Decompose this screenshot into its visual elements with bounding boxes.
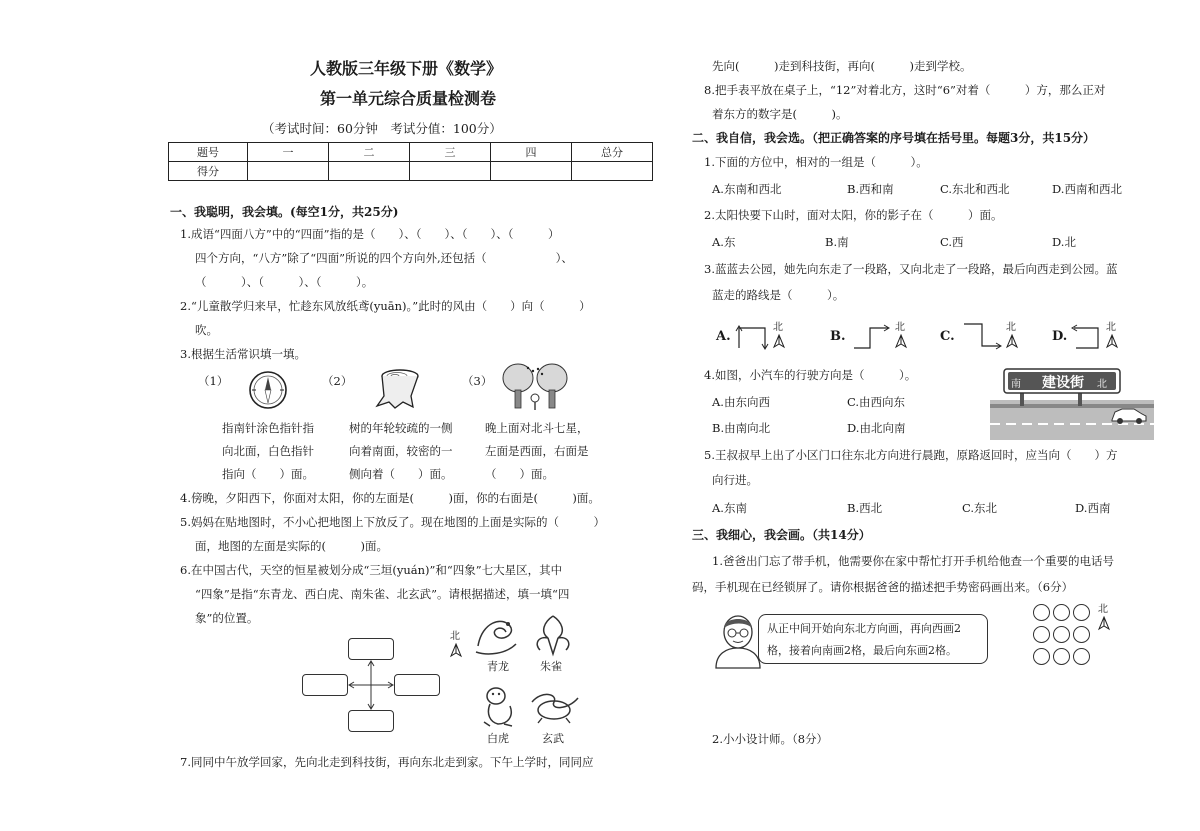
- picture-caption: 左面是西面，右面是: [485, 444, 589, 458]
- option[interactable]: A.由东向西: [712, 395, 770, 409]
- sign-direction-north: 北: [1097, 379, 1107, 390]
- north-label: 北: [773, 322, 783, 333]
- answer-box-east[interactable]: [394, 674, 440, 696]
- section-1-heading: 一、我聪明，我会填。(每空1分，共25分): [170, 205, 399, 219]
- picture-label: （1）: [198, 374, 229, 388]
- picture-label: （2）: [322, 374, 353, 388]
- sign-street-name: 建设街: [1042, 375, 1084, 391]
- answer-box-west[interactable]: [302, 674, 348, 696]
- table-cell: 得分: [169, 162, 248, 181]
- route-option-label[interactable]: A.: [716, 329, 731, 344]
- option[interactable]: B.西北: [847, 501, 883, 515]
- north-arrow-icon: [774, 335, 784, 347]
- picture-caption: 向北面，白色指针: [222, 444, 314, 458]
- route-b-icon[interactable]: [852, 324, 892, 350]
- picture-label: （3）: [462, 374, 493, 388]
- option[interactable]: B.西和南: [847, 182, 894, 196]
- picture-caption: 指向（ ）面。: [222, 467, 314, 481]
- route-option-label[interactable]: C.: [940, 329, 955, 344]
- s2-q3: 3.蓝蓝去公园，她先向东走了一段路，又向北走了一段路，最后向西走到公园。蓝: [704, 262, 1118, 276]
- q7-continued: 先向( )走到科技街，再向( )走到学校。: [712, 59, 972, 73]
- option[interactable]: D.由北向南: [847, 421, 906, 435]
- night-sky-trees-icon: [502, 360, 568, 412]
- north-label: 北: [450, 631, 460, 642]
- direction-cross-arrows: [348, 660, 394, 710]
- pattern-dot[interactable]: [1053, 648, 1070, 665]
- answer-box-south[interactable]: [348, 710, 394, 732]
- route-a-icon[interactable]: [737, 324, 771, 350]
- q2-line: 2.“儿童散学归来早，忙趁东风放纸鸢(yuān)。”此时的风由（ ）向（ ）: [180, 299, 591, 313]
- white-tiger-icon: [476, 682, 522, 728]
- option[interactable]: B.南: [825, 235, 849, 249]
- table-cell: 一: [248, 143, 329, 162]
- north-arrow-icon: [451, 644, 461, 656]
- animal-label: 青龙: [487, 660, 509, 673]
- page-subtitle: 第一单元综合质量检测卷: [320, 89, 497, 108]
- black-tortoise-icon: [528, 688, 582, 724]
- score-table: [168, 142, 653, 181]
- pattern-dot[interactable]: [1033, 648, 1050, 665]
- option[interactable]: D.北: [1052, 235, 1076, 249]
- pattern-dot[interactable]: [1073, 648, 1090, 665]
- q8-line: 8.把手表平放在桌子上，“12”对着北方，这时“6”对着（ ）方，那么正对: [704, 83, 1106, 97]
- dad-avatar: [712, 610, 764, 668]
- q2-line: 吹。: [195, 323, 218, 337]
- s2-q5: 向行进。: [712, 473, 758, 487]
- table-row: [169, 162, 653, 181]
- picture-caption: 指南针涂色指针指: [222, 421, 314, 435]
- q1-line: 四个方向，“八方”除了“四面”所说的四个方向外,还包括（ ）、: [195, 251, 573, 265]
- north-label: 北: [1106, 322, 1116, 333]
- sign-direction-south: 南: [1011, 379, 1021, 390]
- route-c-icon[interactable]: [962, 322, 1004, 350]
- s3-q1: 码，手机现在已经锁屏了。请你根据爸爸的描述把手势密码画出来。（6分）: [692, 580, 1074, 594]
- pattern-dot[interactable]: [1053, 604, 1070, 621]
- azure-dragon-icon: [472, 612, 522, 658]
- animal-label: 玄武: [542, 732, 564, 745]
- compass-icon: [248, 368, 288, 412]
- picture-caption: 向着南面，较密的一: [349, 444, 453, 458]
- q3-line: 3.根据生活常识填一填。: [180, 347, 306, 361]
- section-3-heading: 三、我细心，我会画。（共14分）: [692, 528, 871, 542]
- north-arrow-icon: [1107, 335, 1117, 347]
- speech-bubble: [758, 614, 988, 664]
- table-cell: 题号: [169, 143, 248, 162]
- score-input[interactable]: [329, 162, 410, 181]
- score-input[interactable]: [248, 162, 329, 181]
- animal-label: 白虎: [487, 732, 509, 745]
- north-arrow-icon: [1099, 617, 1109, 629]
- s3-q2: 2.小小设计师。（8分）: [712, 732, 829, 746]
- option[interactable]: D.西南和西北: [1052, 182, 1122, 196]
- route-option-label[interactable]: D.: [1052, 329, 1068, 344]
- north-label: 北: [895, 322, 905, 333]
- north-arrow-icon: [1007, 335, 1017, 347]
- answer-box-north[interactable]: [348, 638, 394, 660]
- section-2-heading: 二、我自信，我会选。（把正确答案的序号填在括号里。每题3分，共15分）: [692, 131, 1096, 145]
- pattern-dot[interactable]: [1073, 604, 1090, 621]
- north-label: 北: [1006, 322, 1016, 333]
- option[interactable]: A.东: [712, 235, 736, 249]
- q6-line: “四象”是指“东青龙、西白虎、南朱雀、北玄武”。请根据描述，填一填“四: [195, 587, 570, 601]
- s2-q2: 2.太阳快要下山时，面对太阳，你的影子在（ ）面。: [704, 208, 1003, 222]
- option[interactable]: C.东北和西北: [940, 182, 1010, 196]
- vermilion-bird-icon: [530, 610, 576, 658]
- pattern-dot[interactable]: [1033, 626, 1050, 643]
- bubble-line: 格，接着向南画2格，最后向东画2格。: [767, 644, 957, 657]
- bubble-line: 从正中间开始向东北方向画，再向西画2: [767, 622, 961, 635]
- pattern-dot[interactable]: [1033, 604, 1050, 621]
- q7-line: 7.同同中午放学回家，先向北走到科技街，再向东北走到家。下午上学时，同同应: [180, 755, 594, 769]
- option[interactable]: C.东北: [962, 501, 998, 515]
- route-option-label[interactable]: B.: [830, 329, 846, 344]
- q4-line: 4.傍晚，夕阳西下，你面对太阳，你的左面是( )面，你的右面是( )面。: [180, 491, 600, 505]
- s2-q3: 蓝走的路线是（ ）。: [712, 288, 845, 302]
- option[interactable]: C.由西向东: [847, 395, 906, 409]
- table-cell: 二: [329, 143, 410, 162]
- picture-caption: 侧向着（ ）面。: [349, 467, 453, 481]
- option[interactable]: A.东南和西北: [712, 182, 782, 196]
- pattern-dot[interactable]: [1073, 626, 1090, 643]
- option[interactable]: A.东南: [712, 501, 747, 515]
- s2-q4: 4.如图，小汽车的行驶方向是（ ）。: [704, 368, 917, 382]
- table-cell: 三: [410, 143, 491, 162]
- picture-caption: 晚上面对北斗七星，: [485, 421, 589, 435]
- q1-line: （ ）、（ ）、（ ）。: [195, 275, 374, 289]
- score-input[interactable]: [572, 162, 653, 181]
- q5-line: 面，地图的左面是实际的( )面。: [195, 539, 388, 553]
- animal-label: 朱雀: [540, 660, 562, 673]
- table-row: [169, 143, 653, 162]
- s2-q1: 1.下面的方位中，相对的一组是（ ）。: [704, 155, 928, 169]
- score-input[interactable]: [410, 162, 491, 181]
- option[interactable]: C.西: [940, 235, 964, 249]
- q5-line: 5.妈妈在贴地图时，不小心把地图上下放反了。现在地图的上面是实际的（ ）: [180, 515, 605, 529]
- score-input[interactable]: [491, 162, 572, 181]
- q6-line: 6.在中国古代，天空的恒星被划分成“三垣(yuán)”和“四象”七大星区，其中: [180, 563, 563, 577]
- s3-q1: 1.爸爸出门忘了带手机，他需要你在家中帮忙打开手机给他查一个重要的电话号: [712, 554, 1114, 568]
- table-cell: 四: [491, 143, 572, 162]
- exam-info: （考试时间：60分钟 考试分值：100分）: [262, 121, 502, 136]
- s2-q5: 5.王叔叔早上出了小区门口往东北方向进行晨跑，原路返回时，应当向（ ）方: [704, 448, 1118, 462]
- north-label: 北: [1098, 604, 1108, 615]
- north-arrow-icon: [896, 335, 906, 347]
- q8-line: 着东方的数字是( )。: [712, 107, 848, 121]
- q6-line: 象”的位置。: [195, 611, 259, 625]
- table-cell: 总分: [572, 143, 653, 162]
- option[interactable]: B.由南向北: [712, 421, 771, 435]
- page-title: 人教版三年级下册《数学》: [310, 59, 503, 78]
- option[interactable]: D.西南: [1075, 501, 1111, 515]
- tree-stump-icon: [375, 366, 425, 410]
- route-d-icon[interactable]: [1072, 324, 1102, 350]
- picture-caption: （ ）面。: [485, 467, 554, 481]
- q1-line: 1.成语“四面八方”中的“四面”指的是（ ）、（ ）、（ ）、（ ）: [180, 227, 560, 241]
- picture-caption: 树的年轮较疏的一侧: [349, 421, 453, 435]
- pattern-dot[interactable]: [1053, 626, 1070, 643]
